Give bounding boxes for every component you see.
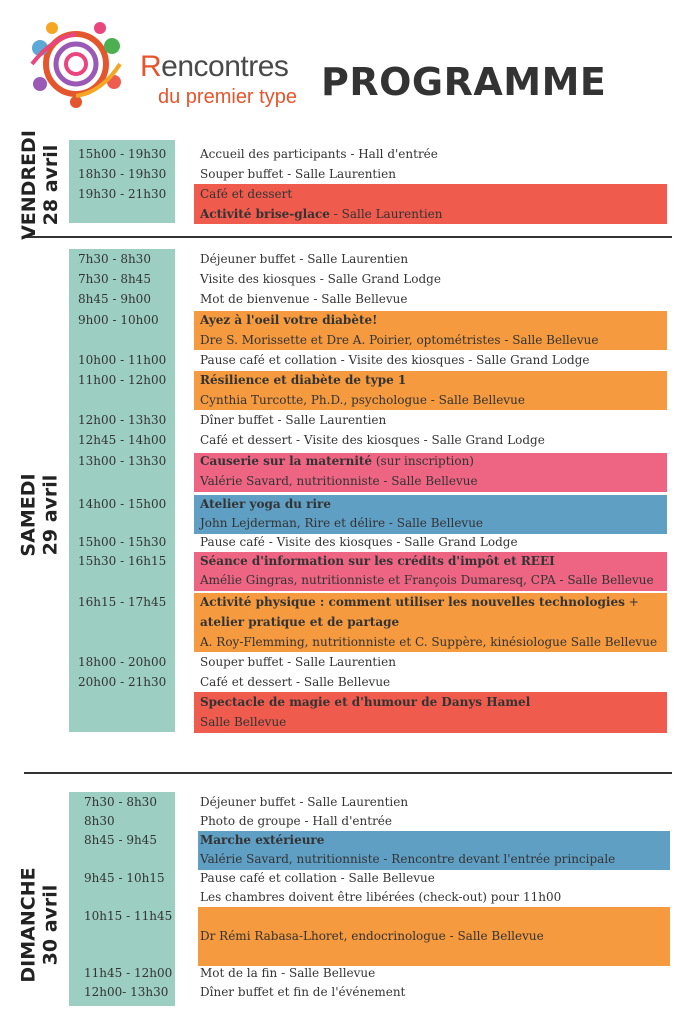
activity-speaker: Dr Rémi Rabasa-Lhoret, endocrinologue - Salle Bellevue xyxy=(200,929,544,943)
activity-title-plus: + xyxy=(624,595,639,609)
schedule-row xyxy=(78,712,668,732)
time-slot: 12h00- 13h30 xyxy=(84,985,169,999)
time-slot: 11h45 - 12h00 xyxy=(84,966,173,980)
section-divider xyxy=(24,236,672,238)
time-slot: 14h00 - 15h00 xyxy=(78,497,167,511)
activity-text: Café et dessert xyxy=(200,187,293,201)
schedule-row xyxy=(78,592,668,612)
activity-note: (sur inscription) xyxy=(372,454,474,468)
time-slot: 11h00 - 12h00 xyxy=(78,373,167,387)
activity-location: Salle Bellevue xyxy=(200,715,287,729)
time-slot: 8h45 - 9h00 xyxy=(78,292,151,306)
schedule-row xyxy=(78,451,668,471)
activity-speaker: Valérie Savard, nutritionniste - Rencontre devant l'entrée principale xyxy=(200,852,616,866)
event-logo xyxy=(22,18,130,110)
schedule-row xyxy=(78,906,668,926)
time-slot: 9h45 - 10h15 xyxy=(84,871,165,885)
activity-text: Mot de bienvenue - Salle Bellevue xyxy=(200,292,408,306)
activity-text: Les chambres doivent être libérées (check-out) pour 11h00 xyxy=(200,890,562,904)
schedule-row xyxy=(78,830,668,850)
activity-speaker: Cynthia Turcotte, Ph.D., psychologue - Salle Bellevue xyxy=(200,393,525,407)
schedule-row xyxy=(78,532,668,552)
time-slot: 18h00 - 20h00 xyxy=(78,655,167,669)
brand-name-rest: encontres xyxy=(161,50,289,83)
schedule-row xyxy=(78,494,668,514)
time-slot: 10h15 - 11h45 xyxy=(84,909,173,923)
day-label-vendredi xyxy=(18,130,62,240)
activity-text: Mot de la fin - Salle Bellevue xyxy=(200,966,376,980)
schedule-row xyxy=(78,982,668,1002)
activity-text xyxy=(200,592,639,612)
time-slot: 13h00 - 13h30 xyxy=(78,454,167,468)
day-date: 28 avril xyxy=(40,144,62,226)
time-slot: 15h30 - 16h15 xyxy=(78,554,167,568)
schedule-row xyxy=(78,430,668,450)
day-name: SAMEDI xyxy=(18,473,40,557)
time-slot: 10h00 - 11h00 xyxy=(78,353,167,367)
time-slot: 16h15 - 17h45 xyxy=(78,595,167,609)
schedule-row xyxy=(78,551,668,571)
activity-title: Causerie sur la maternité xyxy=(200,454,373,468)
schedule-row xyxy=(78,390,668,410)
day-name: DIMANCHE xyxy=(18,867,40,983)
activity-title: Séance d'information sur les crédits d'impôt et REEI xyxy=(200,554,555,568)
time-slot: 7h30 - 8h30 xyxy=(78,252,151,266)
brand-initial: R xyxy=(140,50,162,83)
day-date: 29 avril xyxy=(40,474,62,556)
activity-text: Dîner buffet et fin de l'événement xyxy=(200,985,406,999)
activity-text: Déjeuner buffet - Salle Laurentien xyxy=(200,795,409,809)
time-slot: 8h30 xyxy=(84,814,115,828)
time-slot: 19h30 - 21h30 xyxy=(78,187,167,201)
time-slot: 15h00 - 19h30 xyxy=(78,147,167,161)
schedule-row xyxy=(78,672,668,692)
schedule-row xyxy=(78,926,668,946)
activity-speaker: Amélie Gingras, nutritionniste et François Dumaresq, CPA - Salle Bellevue xyxy=(200,573,654,587)
activity-text: Dîner buffet - Salle Laurentien xyxy=(200,413,387,427)
schedule-row xyxy=(78,370,668,390)
activity-location: - Salle Laurentien xyxy=(329,207,443,221)
activity-text: Visite des kiosques - Salle Grand Lodge xyxy=(200,272,441,286)
activity-text: Pause café et collation - Salle Bellevue xyxy=(200,871,435,885)
time-slot: 7h30 - 8h30 xyxy=(84,795,157,809)
day-label-dimanche xyxy=(18,855,62,995)
schedule-row xyxy=(78,792,668,812)
activity-text: Café et dessert - Visite des kiosques - Salle Grand Lodge xyxy=(200,433,545,447)
activity-title: Marche extérieure xyxy=(200,833,325,847)
day-label-samedi xyxy=(18,445,62,585)
schedule-row xyxy=(78,164,668,184)
schedule-row xyxy=(78,570,668,590)
schedule-row xyxy=(78,652,668,672)
schedule-row xyxy=(78,330,668,350)
schedule-row xyxy=(78,471,668,491)
time-slot: 15h00 - 15h30 xyxy=(78,535,167,549)
day-date: 30 avril xyxy=(40,884,62,966)
schedule-row xyxy=(78,692,668,712)
activity-title: Activité physique : comment utiliser les nouvelles technologies xyxy=(200,595,625,609)
brand-name-line1 xyxy=(140,52,288,82)
schedule-row xyxy=(78,513,668,533)
schedule-row xyxy=(78,632,668,652)
activity-title: Activité brise-glace xyxy=(200,207,330,221)
schedule-row xyxy=(78,887,668,907)
activity-text: Photo de groupe - Hall d'entrée xyxy=(200,814,393,828)
activity-title: Ayez à l'oeil votre diabète! xyxy=(200,313,378,327)
day-name: VENDREDI xyxy=(18,130,40,240)
time-slot: 12h00 - 13h30 xyxy=(78,413,167,427)
activity-title: Résilience et diabète de type 1 xyxy=(200,373,407,387)
schedule-row xyxy=(78,849,668,869)
activity-text xyxy=(200,451,474,471)
time-slot: 8h45 - 9h45 xyxy=(84,833,157,847)
activity-text: Pause café - Visite des kiosques - Salle Grand Lodge xyxy=(200,535,518,549)
time-slot: 18h30 - 19h30 xyxy=(78,167,167,181)
brand-name-line2: du premier type xyxy=(158,86,297,108)
schedule-row xyxy=(78,963,668,983)
time-slot: 20h00 - 21h30 xyxy=(78,675,167,689)
schedule-row xyxy=(78,204,668,224)
activity-text: Pause café et collation - Visite des kiosques - Salle Grand Lodge xyxy=(200,353,590,367)
schedule-row xyxy=(78,811,668,831)
section-divider xyxy=(24,772,672,774)
schedule-row xyxy=(78,184,668,204)
schedule-row xyxy=(78,269,668,289)
time-slot: 7h30 - 8h45 xyxy=(78,272,151,286)
activity-text xyxy=(200,204,442,224)
time-slot: 9h00 - 10h00 xyxy=(78,313,159,327)
schedule-row xyxy=(78,289,668,309)
activity-text: Accueil des participants - Hall d'entrée xyxy=(200,147,438,161)
schedule-row xyxy=(78,350,668,370)
activity-text: Souper buffet - Salle Laurentien xyxy=(200,655,396,669)
activity-speaker: Dre S. Morissette et Dre A. Poirier, optométristes - Salle Bellevue xyxy=(200,333,599,347)
activity-speaker: A. Roy-Flemming, nutritionniste et C. Suppère, kinésiologue Salle Bellevue xyxy=(200,635,658,649)
activity-speaker: John Lejderman, Rire et délire - Salle Bellevue xyxy=(200,516,484,530)
activity-title: atelier pratique et de partage xyxy=(200,615,400,629)
activity-title: Atelier yoga du rire xyxy=(200,497,331,511)
activity-title: Spectacle de magie et d'humour de Danys Hamel xyxy=(200,695,531,709)
schedule-row xyxy=(78,310,668,330)
schedule-row xyxy=(78,249,668,269)
schedule-row xyxy=(78,612,668,632)
schedule-row xyxy=(78,868,668,888)
activity-text: Café et dessert - Salle Bellevue xyxy=(200,675,391,689)
activity-speaker: Valérie Savard, nutritionniste - Salle Bellevue xyxy=(200,474,478,488)
schedule-row xyxy=(78,144,668,164)
activity-text: Souper buffet - Salle Laurentien xyxy=(200,167,396,181)
time-slot: 12h45 - 14h00 xyxy=(78,433,167,447)
activity-text: Déjeuner buffet - Salle Laurentien xyxy=(200,252,409,266)
page-title: PROGRAMME xyxy=(321,60,607,104)
schedule-row xyxy=(78,410,668,430)
